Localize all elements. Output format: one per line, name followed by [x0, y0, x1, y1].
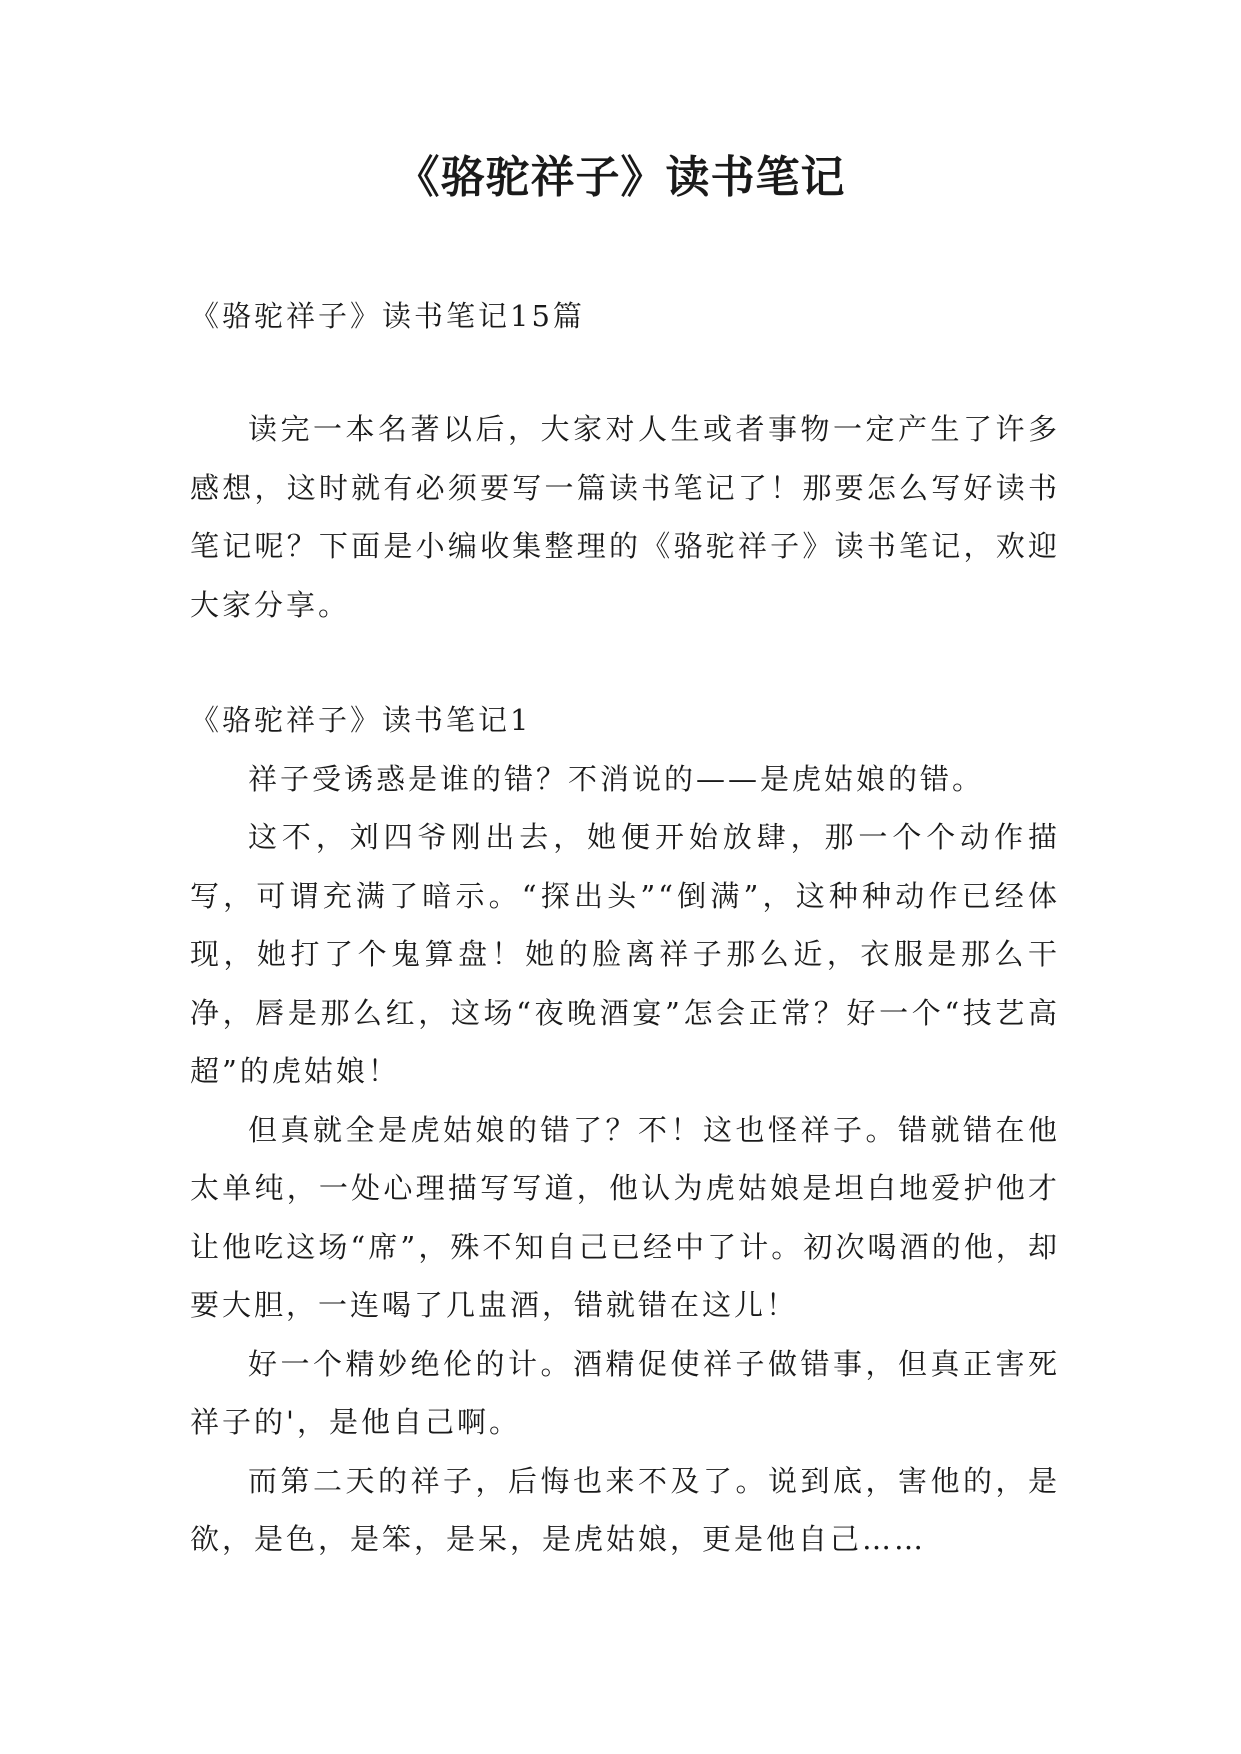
paragraph-1: 祥子受诱惑是谁的错？不消说的——是虎姑娘的错。 — [248, 761, 985, 796]
paragraph-3: 但真就全是虎姑娘的错了？不！这也怪祥子。错就错在他太单纯，一处心理描写写道，他认为虎姑娘是坦白地爱护他才让他吃这场“席”，殊不知自己已经中了计。初次喝酒的他，却要大胆，一连喝了几盅酒，错就错在这儿！ — [190, 1112, 1060, 1322]
paragraph-2: 这不，刘四爷刚出去，她便开始放肆，那一个个动作描写，可谓充满了暗示。“探出头”“倒满”，这种种动作已经体现，她打了个鬼算盘！她的脸离祥子那么近，衣服是那么干净，唇是那么红，这场“夜晚酒宴”怎会正常？好一个“技艺高超”的虎姑娘！ — [190, 820, 1060, 1088]
section-heading: 《骆驼祥子》读书笔记1 — [190, 703, 532, 737]
intro-block — [190, 400, 1060, 634]
paragraph-5: 而第二天的祥子，后悔也来不及了。说到底，害他的，是欲，是色，是笨，是呆，是虎姑娘，更是他自己…… — [190, 1463, 1060, 1556]
paragraph-4: 好一个精妙绝伦的计。酒精促使祥子做错事，但真正害死祥子的'，是他自己啊。 — [190, 1346, 1060, 1439]
document-subtitle: 《骆驼祥子》读书笔记15篇 — [190, 299, 585, 333]
intro-paragraph: 读完一本名著以后，大家对人生或者事物一定产生了许多感想，这时就有必须要写一篇读书笔记了！那要怎么写好读书笔记呢？下面是小编收集整理的《骆驼祥子》读书笔记，欢迎大家分享。 — [190, 412, 1060, 622]
section-1 — [190, 691, 1060, 1569]
document-title: 《骆驼祥子》读书笔记 — [395, 152, 846, 203]
